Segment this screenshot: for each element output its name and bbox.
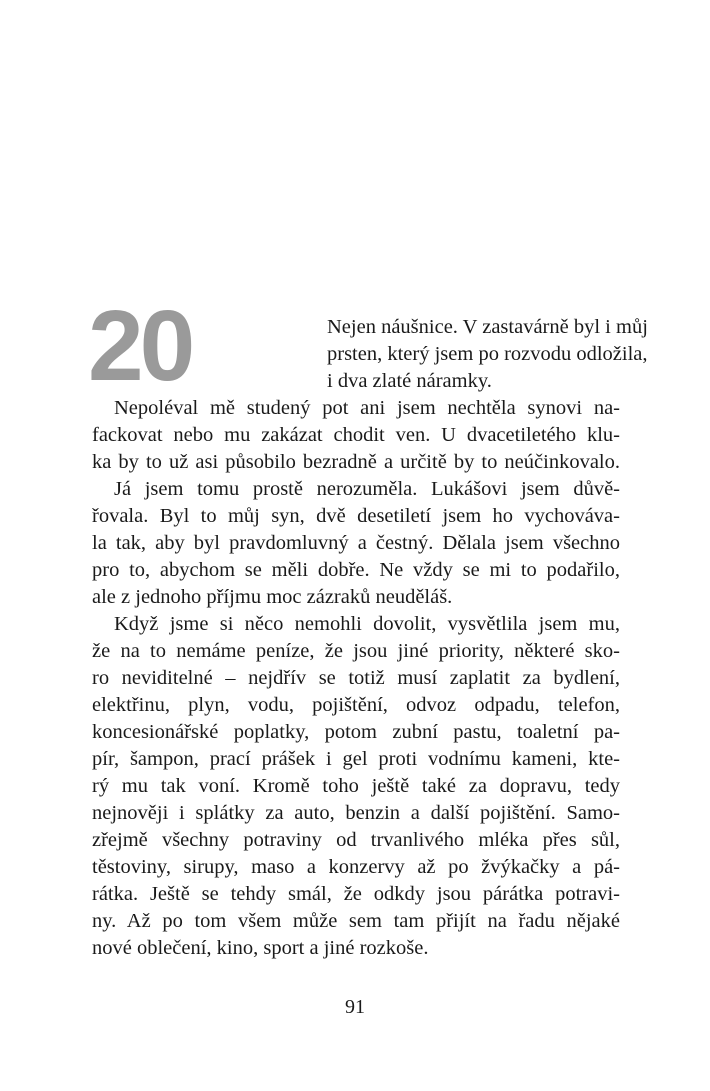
page-number: 91 (345, 996, 365, 1018)
text-line: fackovat nebo mu zakázat chodit ven. U dvacetiletého klu- (92, 424, 620, 446)
text-line: la tak, aby byl pravdomluvný a čestný. Dělala jsem všechno (92, 532, 620, 554)
text-line: Když jsme si něco nemohli dovolit, vysvětlila jsem mu, (114, 613, 620, 635)
chapter-number-drop-cap: 20 (88, 290, 192, 402)
text-line: i dva zlaté náramky. (327, 370, 492, 392)
text-line: rý mu tak voní. Kromě toho ještě také za dopravu, tedy (92, 775, 620, 797)
text-line: Nejen náušnice. V zastavárně byl i můj (327, 316, 648, 338)
text-line: prsten, který jsem po rozvodu odložila, (327, 343, 648, 365)
text-line: nové oblečení, kino, sport a jiné rozkoše. (92, 937, 429, 959)
text-line: řovala. Byl to můj syn, dvě desetiletí jsem ho vychováva- (92, 505, 620, 527)
body-text (92, 314, 648, 962)
text-line: pír, šampon, prací prášek i gel proti vodnímu kameni, kte- (92, 748, 620, 770)
text-line: ka by to už asi působilo bezradně a určitě by to neúčinkovalo. (92, 451, 620, 473)
text-line: Já jsem tomu prostě nerozuměla. Lukášovi jsem důvě- (114, 478, 620, 500)
text-line: pro to, abychom se měli dobře. Ne vždy se mi to podařilo, (92, 559, 620, 581)
text-line: Nepoléval mě studený pot ani jsem nechtěla synovi na- (114, 397, 620, 419)
text-line: těstoviny, sirupy, maso a konzervy až po žvýkačky a pá- (92, 856, 620, 878)
text-line: ale z jednoho příjmu moc zázraků neuděláš. (92, 586, 453, 608)
text-line: ro neviditelné – nejdřív se totiž musí zaplatit za bydlení, (92, 667, 620, 689)
text-line: že na to nemáme peníze, že jsou jiné priority, některé sko- (92, 640, 620, 662)
text-line: nejnověji i splátky za auto, benzin a další pojištění. Samo- (92, 802, 620, 824)
text-line: elektřinu, plyn, vodu, pojištění, odvoz odpadu, telefon, (92, 694, 620, 716)
text-line: ny. Až po tom všem může sem tam přijít na řadu nějaké (92, 910, 620, 932)
text-line: rátka. Ještě se tehdy smál, že odkdy jsou párátka potravi- (92, 883, 620, 905)
text-line: zřejmě všechny potraviny od trvanlivého mléka přes sůl, (92, 829, 620, 851)
text-line: koncesionářské poplatky, potom zubní pastu, toaletní pa- (92, 721, 620, 743)
